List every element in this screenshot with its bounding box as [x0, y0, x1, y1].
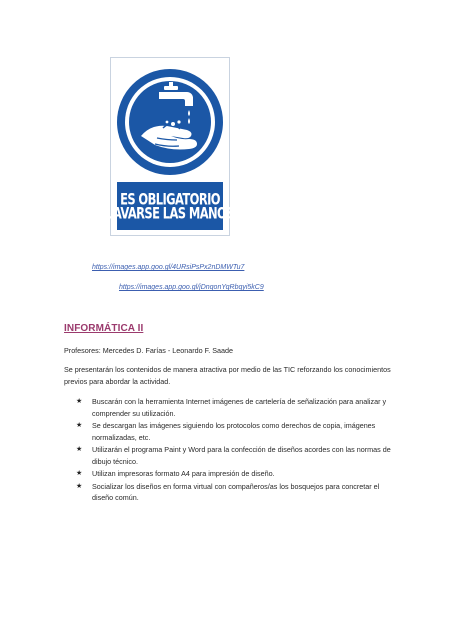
list-item-text: Buscarán con la herramienta Internet imágenes de cartelería de señalización para analizar y comprender su utilización. — [92, 397, 387, 418]
mandatory-sign-image — [106, 57, 234, 236]
star-icon: ★ — [76, 482, 83, 490]
star-icon: ★ — [76, 470, 83, 477]
handwashing-icon — [111, 58, 229, 182]
sign-line-2: LAVARSE LAS MANOS — [106, 203, 234, 223]
intro-paragraph: Se presentarán los contenidos de manera atractiva por medio de las TIC reforzando los conocimientos previos para abordar la actividad. — [64, 365, 391, 386]
section-title: INFORMÁTICA II — [64, 323, 144, 334]
list-item — [76, 444, 396, 467]
sign-line-1: ES OBLIGATORIO — [120, 189, 220, 209]
list-item — [76, 468, 396, 480]
star-icon: ★ — [76, 398, 83, 405]
list-item-text: Utilizarán el programa Paint y Word para la confección de diseños acordes con las normas de dibujo técnico. — [92, 445, 391, 466]
sign-banner — [106, 182, 234, 230]
list-item-text: Utilizan impresoras formato A4 para impresión de diseño. — [92, 469, 275, 478]
image-link-2[interactable]: https://images.app.goo.gl/jDnqonYqRbqyi5kC9 — [119, 284, 264, 291]
list-item-text: Se descargan las imágenes siguiendo los protocolos como derechos de copia, imágenes normalizadas, etc. — [92, 421, 376, 442]
star-icon: ★ — [76, 446, 83, 453]
list-item-text: Socializar los diseños en forma virtual con compañeros/as los bosquejos para concretar el diseño común. — [92, 481, 380, 502]
list-item — [76, 420, 396, 443]
authors-line: Profesores: Mercedes D. Farías - Leonardo F. Saade — [64, 346, 233, 355]
activity-list — [76, 396, 396, 505]
list-item — [76, 481, 396, 504]
star-icon: ★ — [76, 422, 83, 429]
list-item — [76, 396, 396, 419]
image-link-1[interactable]: https://images.app.goo.gl/4URsiPsPx2nDMWTu7 — [92, 264, 245, 271]
